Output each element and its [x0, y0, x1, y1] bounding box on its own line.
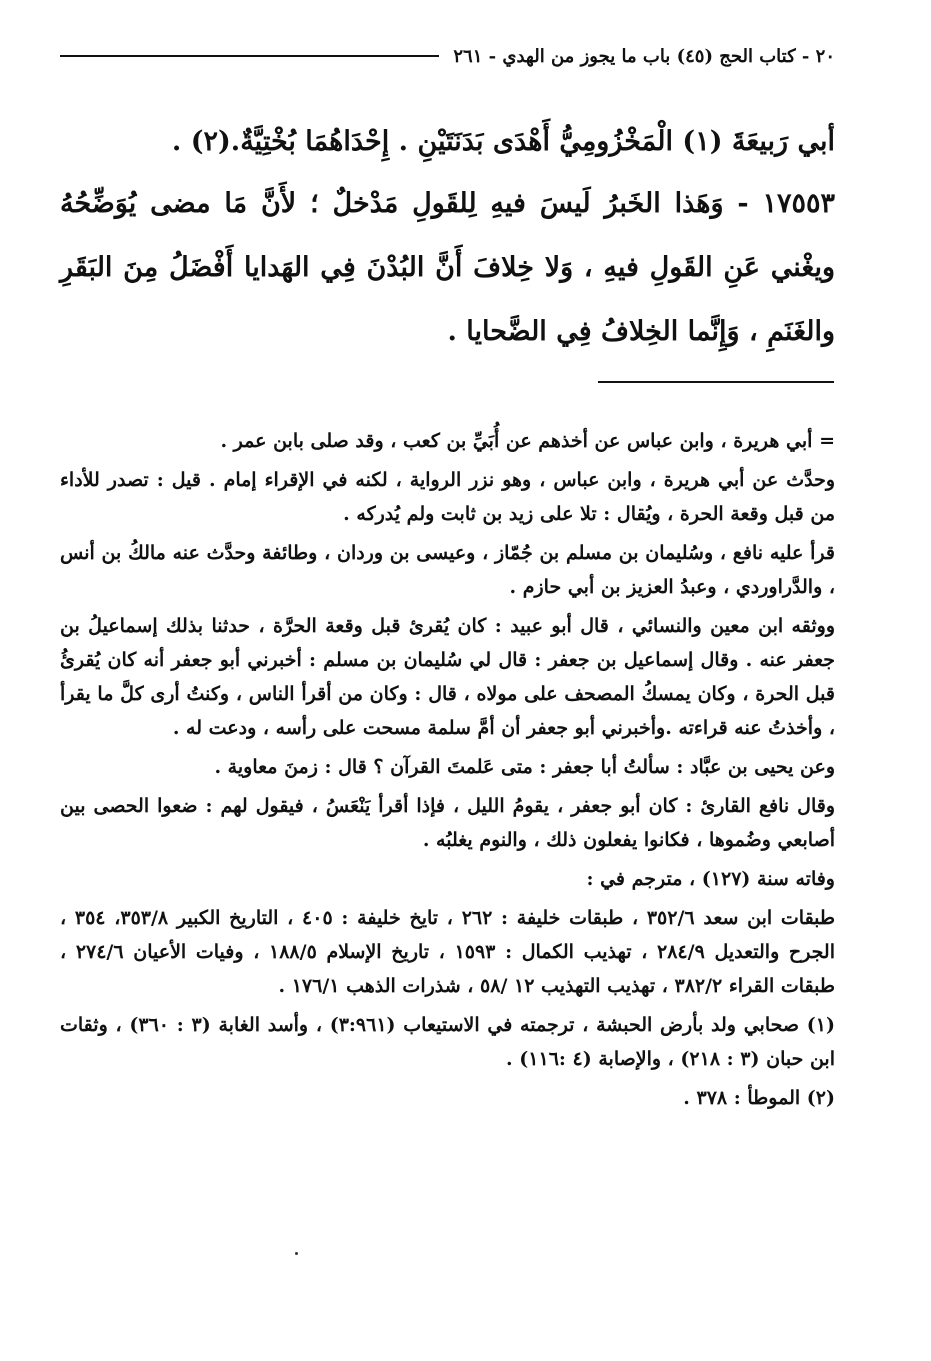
- main-paragraph-17553: ١٧٥٥٣ - وَهَذا الخَبرُ لَيسَ فيهِ لِلقَولِ مَدْخلٌ ؛ لأَنَّ مَا مضى يُوَضِّحُهُ ويغْني عَنِ القَولِ فيهِ ، وَلا خِلافَ أَنَّ البُدْنَ فِي الهَدايا أَفْضَلُ مِنَ البَقَرِ والغَنَمِ ، وَإِنَّما الخِلافُ فِي الضَّحايا .: [60, 188, 835, 347]
- running-header: [60, 40, 835, 72]
- footnote-paragraph: وفاته سنة (١٢٧) ، مترجم في :: [586, 868, 835, 890]
- footnote-paragraph: ووثقه ابن معين والنسائي ، قال أبو عبيد : كان يُقرئ قبل وقعة الحرَّة ، حدثنا بذلك إسماعيلُ بن جعفر عنه . وقال إسماعيل بن جعفر : قال لي سُليمان بن مسلم : أخبرني أبو جعفر أنه كان يُقرئُ قبل الحرة ، وكان يمسكُ المصحف على مولاه ، قال : وكان من أقرأ الناس ، وكنتُ أرى كلَّ ما يقرأ ، وأخذتُ عنه قراءته .وأخبرني أبو جعفر أن أمَّ سلمة مسحت على رأسه ، ودعت له .: [60, 615, 835, 739]
- references-list: طبقات ابن سعد ٣٥٢/٦ ، طبقات خليفة : ٢٦٢ ، تايخ خليفة : ٤٠٥ ، التاريخ الكبير ٣٥٣/٨، ٣٥٤ ، الجرح والتعديل ٢٨٤/٩ ، تهذيب الكمال : ١٥٩٣ ، تاريخ الإسلام ١٨٨/٥ ، وفيات الأعيان ٢٧٤/٦ ، طبقات القراء ٣٨٢/٢ ، تهذيب التهذيب ١٢ /٥٨ ، شذرات الذهب ١٧٦/١ .: [60, 907, 836, 997]
- footnote-paragraph: وعن يحيى بن عبَّاد : سألتُ أبا جعفر : متى عَلمتَ القرآن ؟ قال : زمنَ معاوية .: [214, 756, 835, 778]
- scan-speck: [295, 1252, 298, 1255]
- header-rule: [60, 55, 439, 57]
- footnote-paragraph: وقال نافع القارئ : كان أبو جعفر ، يقومُ الليل ، فإذا أقرأ يَنْعَسُ ، فيقول لهم : ضعوا الحصى بين أصابعي وضُموها ، فكانوا يفعلون ذلك ، والنوم يغلبُه .: [60, 795, 835, 851]
- footnote-continuation: = أبي هريرة ، وابن عباس عن أخذهم عن أُبَيِّ بن كعب ، وقد صلى بابن عمر .: [220, 430, 835, 452]
- main-text-line: أبي رَبيعَةَ (١) الْمَخْزُومِيُّ أَهْدَى بَدَنَتَيْنِ . إِحْدَاهُمَا بُخْتِيَّةٌ.(٢) .: [171, 126, 835, 157]
- footnote-paragraph: قرأ عليه نافع ، وسُليمان بن مسلم بن جُمّاز ، وعيسى بن وردان ، وطائفة وحدَّث عنه مالكُ بن أنس ، والدَّراوردي ، وعبدُ العزيز بن أبي حازم .: [60, 542, 835, 598]
- footnote-paragraph: وحدَّث عن أبي هريرة ، وابن عباس ، وهو نزر الرواية ، لكنه في الإقراء إمام . قيل : تصدر للأداء من قبل وقعة الحرة ، ويُقال : تلا على زيد بن ثابت ولم يُدركه .: [60, 469, 835, 525]
- footnote-2: (٢) الموطأ : ٣٧٨ .: [683, 1087, 835, 1109]
- footnotes: [60, 424, 835, 1120]
- main-text: [60, 112, 835, 364]
- running-header-text: ٢٠ - كتاب الحج (٤٥) باب ما يجوز من الهدي - ٢٦١: [453, 45, 835, 67]
- footnote-1: (١) صحابي ولد بأرض الحبشة ، ترجمته في الاستيعاب (٣:٩٦١) ، وأسد الغابة (٣ : ٣٦٠) ، وثقات ابن حبان (٣ : ٢١٨) ، والإصابة (٤ :١١٦) .: [60, 1014, 835, 1070]
- footnote-separator: [598, 381, 834, 383]
